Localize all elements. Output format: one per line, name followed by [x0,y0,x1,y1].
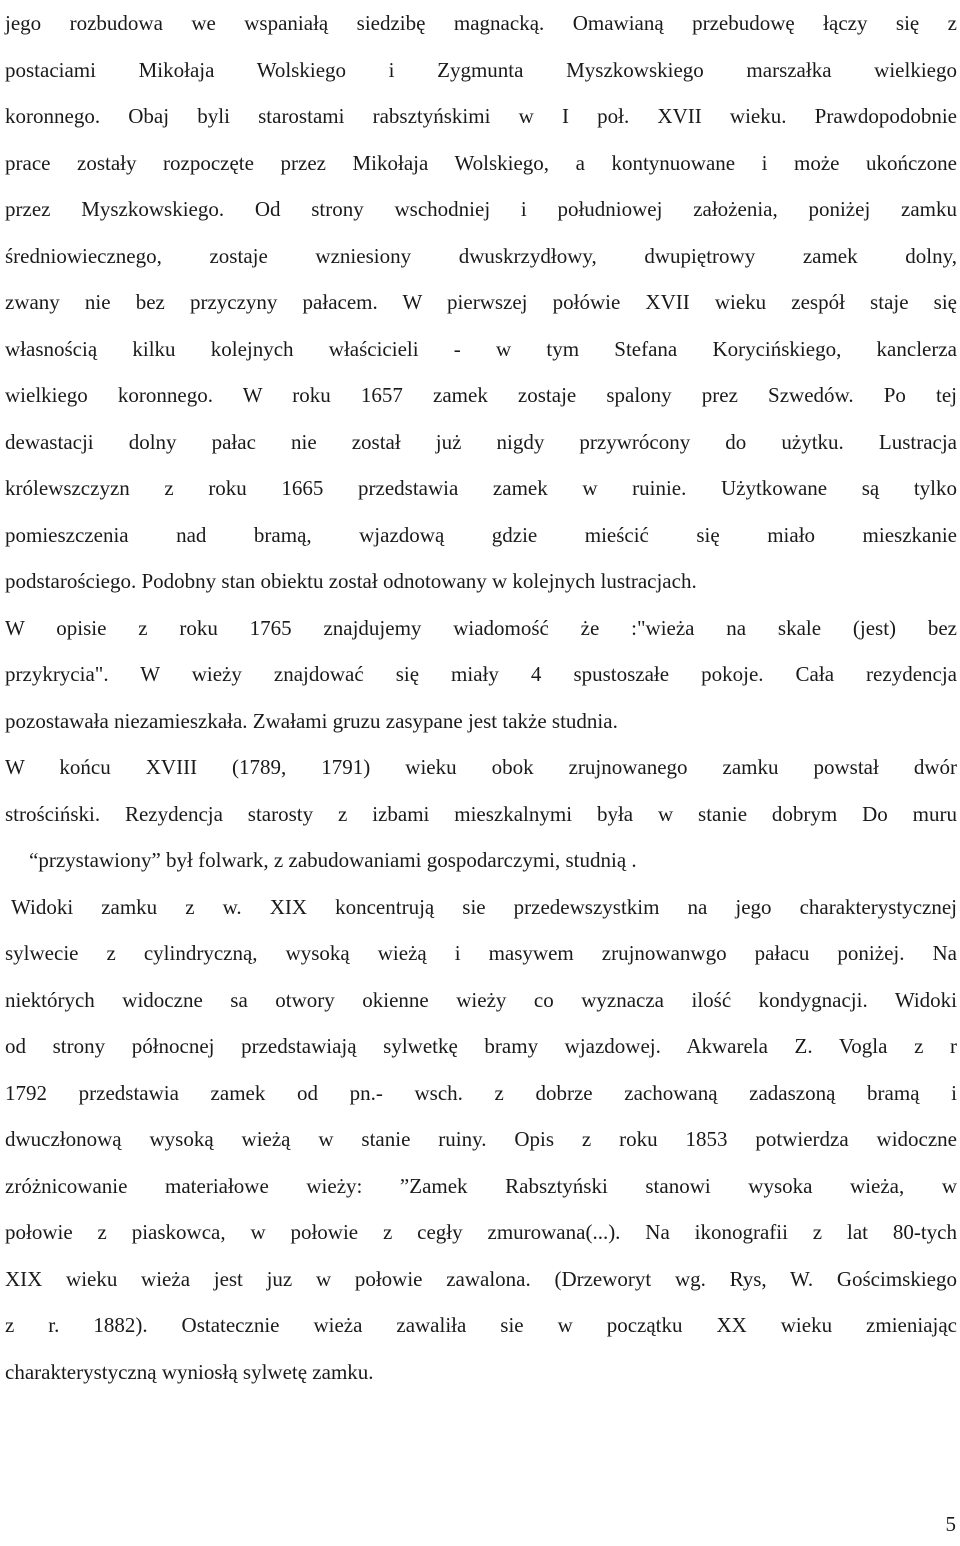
body-text [5,0,957,1395]
text-line: połowie z piaskowca, w połowie z cegły zmurowana(...). Na ikonografii z lat 80-tych [5,1220,957,1244]
text-line: “przystawiony” był folwark, z zabudowaniami gospodarczymi, studnią . [29,848,637,872]
text-line: pozostawała niezamieszkała. Zwałami gruzu zasypane jest także studnia. [5,708,618,733]
text-line: od strony północnej przedstawiają sylwetkę bramy wjazdowej. Akwarela Z. Vogla z r [5,1034,957,1058]
text-line: strościński. Rezydencja starosty z izbami mieszkalnymi była w stanie dobrym Do muru [5,801,957,826]
text-line: podstarościego. Podobny stan obiektu został odnotowany w kolejnych lustracjach. [5,569,697,593]
text-line: W opisie z roku 1765 znajdujemy wiadomość że :"wieża na skale (jest) bez [5,615,957,640]
text-line: charakterystyczną wyniosłą sylwetę zamku. [5,1359,374,1384]
text-line: pomieszczenia nad bramą, wjazdową gdzie mieścić się miało mieszkanie [5,522,957,547]
text-line: XIX wieku wieża jest juz w połowie zawalona. (Drzeworyt wg. Rys, W. Gościmskiego [5,1266,957,1291]
text-line: prace zostały rozpoczęte przez Mikołaja Wolskiego, a kontynuowane i może ukończone [5,150,957,175]
text-line: sylwecie z cylindryczną, wysoką wieżą i masywem zrujnowanwgo pałacu poniżej. Na [5,941,957,965]
text-line: Widoki zamku z w. XIX koncentrują sie przedewszystkim na jego charakterystycznej [11,894,957,919]
text-line: własnością kilku kolejnych właścicieli - w tym Stefana Korycińskiego, kanclerza [5,336,957,361]
text-line: niektórych widoczne sa otwory okienne wieży co wyznacza ilość kondygnacji. Widoki [5,987,957,1012]
text-line: 1792 przedstawia zamek od pn.- wsch. z dobrze zachowaną zadaszoną bramą i [5,1080,957,1105]
text-line: przez Myszkowskiego. Od strony wschodniej i południowej założenia, poniżej zamku [5,197,957,221]
text-line: dwuczłonową wysoką wieżą w stanie ruiny. Opis z roku 1853 potwierdza widoczne [5,1127,957,1151]
text-line: zwany nie bez przyczyny pałacem. W pierwszej połówie XVII wieku zespół staje się [5,290,957,314]
text-line: koronnego. Obaj byli starostami rabsztyńskimi w I poł. XVII wieku. Prawdopodobnie [5,104,957,128]
text-line: zróżnicowanie materiałowe wieży: ”Zamek Rabsztyński stanowi wysoka wieża, w [5,1173,957,1198]
text-line: W końcu XVIII (1789, 1791) wieku obok zrujnowanego zamku powstał dwór [5,755,957,779]
text-line: jego rozbudowa we wspaniałą siedzibę magnacką. Omawianą przebudowę łączy się z [5,11,957,35]
text-line: przykrycia". W wieży znajdować się miały 4 spustoszałe pokoje. Cała rezydencja [5,662,957,686]
text-line: królewszczyzn z roku 1665 przedstawia zamek w ruinie. Użytkowane są tylko [5,476,957,500]
text-line: postaciami Mikołaja Wolskiego i Zygmunta Myszkowskiego marszałka wielkiego [5,57,957,82]
text-line: z r. 1882). Ostatecznie wieża zawaliła sie w początku XX wieku zmieniając [5,1313,957,1337]
text-line: dewastacji dolny pałac nie został już nigdy przywrócony do użytku. Lustracja [5,429,957,454]
page-number: 5 [945,1512,956,1536]
text-line: średniowiecznego, zostaje wzniesiony dwuskrzydłowy, dwupiętrowy zamek dolny, [5,243,957,268]
text-line: wielkiego koronnego. W roku 1657 zamek zostaje spalony prez Szwedów. Po tej [5,383,957,407]
